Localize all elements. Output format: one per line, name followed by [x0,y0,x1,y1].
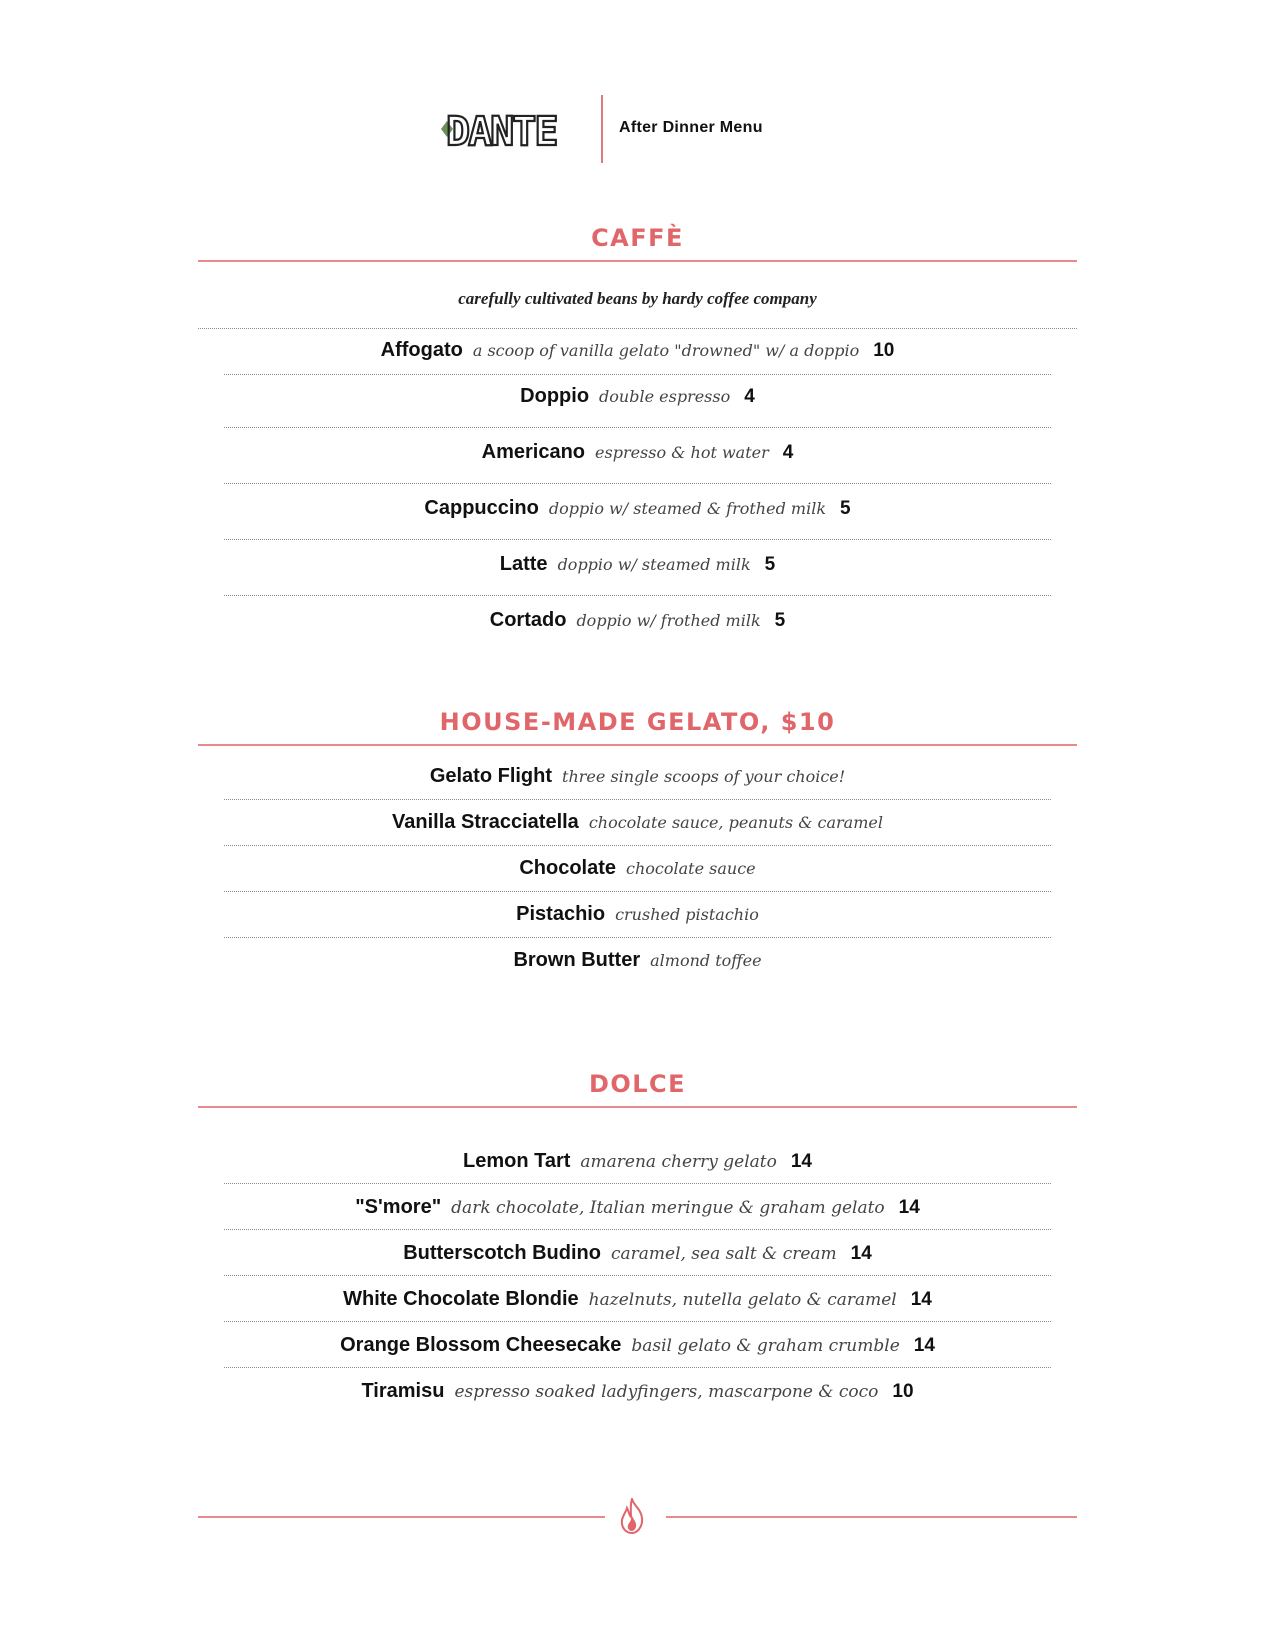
item-description: hazelnuts, nutella gelato & caramel [588,1290,897,1310]
menu-item-list [198,1138,1077,1413]
item-name: "S'more" [355,1196,442,1218]
item-description: doppio w/ steamed & frothed milk [548,499,827,518]
section-title: HOUSE-MADE GELATO, $10 [439,708,836,736]
section-divider [198,260,1077,262]
item-description: basil gelato & graham crumble [631,1336,900,1356]
item-description: almond toffee [650,951,762,970]
menu-item [224,891,1051,937]
item-name: Vanilla Stracciatella [392,811,579,833]
menu-item [224,427,1051,483]
item-name: Pistachio [516,903,606,925]
item-name: Americano [481,441,586,463]
item-description: chocolate sauce, peanuts & caramel [588,813,883,832]
menu-item [224,374,1051,427]
section-caffe [198,222,1077,651]
menu-item [224,754,1051,799]
item-description: doppio w/ frothed milk [576,611,761,630]
menu-item [224,539,1051,595]
logo-wordmark: DANTE [446,109,557,149]
menu-item-list [198,754,1077,983]
item-price: 14 [898,1197,920,1218]
menu-item-list [198,328,1077,651]
item-price: 5 [840,498,851,519]
item-description: chocolate sauce [626,859,756,878]
item-name: Tiramisu [361,1380,445,1402]
item-description: double espresso [599,387,731,406]
item-description: crushed pistachio [615,905,759,924]
footer-ornament [198,1498,1077,1534]
item-name: Cappuccino [424,497,539,519]
menu-header [0,95,1275,165]
footer-divider-right [666,1516,1077,1518]
item-name: Brown Butter [513,949,641,971]
section-title: CAFFÈ [591,224,684,252]
item-price: 14 [850,1243,872,1264]
flame-icon [619,1498,645,1534]
item-name: Chocolate [519,857,617,879]
item-price: 10 [873,340,895,361]
item-price: 5 [764,554,776,575]
item-description: espresso soaked ladyfingers, mascarpone & coco [454,1382,879,1402]
section-title: DOLCE [588,1070,687,1098]
item-description: three single scoops of your choice! [562,767,846,786]
menu-item [224,1367,1051,1413]
menu-item [224,845,1051,891]
item-name: Cortado [489,609,567,631]
item-name: White Chocolate Blondie [343,1288,579,1310]
item-name: Orange Blossom Cheesecake [340,1334,622,1356]
menu-item [224,329,1051,374]
section-dolce [198,1068,1077,1413]
section-divider [198,744,1077,746]
section-divider [198,1106,1077,1108]
menu-item [224,1275,1051,1321]
dante-logo [441,109,581,149]
menu-item [224,1183,1051,1229]
section-gelato [198,706,1077,983]
item-description: a scoop of vanilla gelato "drowned" w/ a doppio [472,341,860,360]
item-description: espresso & hot water [595,443,769,462]
item-name: Butterscotch Budino [403,1242,601,1264]
item-name: Gelato Flight [429,765,553,787]
footer-divider-left [198,1516,605,1518]
item-description: amarena cherry gelato [580,1152,777,1172]
item-price: 10 [892,1381,914,1402]
menu-item [224,1138,1051,1183]
menu-subtitle: After Dinner Menu [619,119,763,136]
item-name: Lemon Tart [462,1150,571,1172]
menu-item [224,1229,1051,1275]
item-price: 14 [910,1289,932,1310]
item-price: 14 [913,1335,935,1356]
menu-item [224,595,1051,651]
item-name: Latte [499,553,548,575]
item-description: dark chocolate, Italian meringue & graham gelato [451,1198,885,1218]
menu-item [224,799,1051,845]
item-price: 14 [790,1151,812,1172]
item-price: 4 [744,386,755,407]
item-name: Affogato [380,339,463,361]
section-tagline: carefully cultivated beans by hardy coffee company [458,289,817,308]
header-divider [601,95,603,163]
menu-item [224,483,1051,539]
item-description: doppio w/ steamed milk [557,555,751,574]
menu-item [224,937,1051,983]
menu-item [224,1321,1051,1367]
item-price: 4 [782,442,794,463]
item-description: caramel, sea salt & cream [610,1244,837,1264]
item-price: 5 [774,610,786,631]
item-name: Doppio [520,385,590,407]
